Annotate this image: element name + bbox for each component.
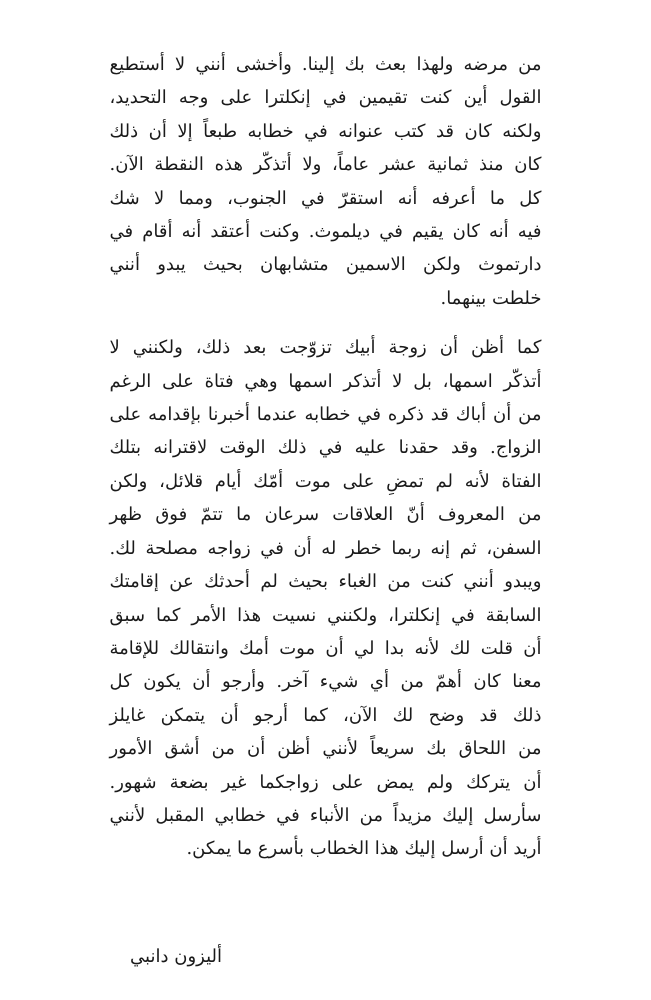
letter-paragraph-1 <box>110 48 542 315</box>
text-line: من المعروف أنّ العلاقات سرعان ما تتمّ فوق ظهر <box>109 504 542 526</box>
text-line: دارتموث ولكن الاسمين متشابهان بحيث يبدو أنني <box>109 254 542 276</box>
letter-page <box>0 48 651 866</box>
signature: أليزون دانبي <box>130 946 222 967</box>
text-line: الزواج. وقد حقدنا عليه في ذلك الوقت لاقترانه بتلك <box>109 437 542 459</box>
text-line: السابقة في إنكلترا، ولكنني نسيت هذا الأمر كما سبق <box>109 604 542 626</box>
text-line: السفن، ثم إنه ربما خطر له أن في زواجه مصلحة لك. <box>109 537 542 559</box>
text-line: معنا كان أهمّ من أي شيء آخر. وأرجو أن يكون كل <box>109 671 542 693</box>
text-line: أريد أن أرسل إليك هذا الخطاب بأسرع ما يمكن. <box>186 838 542 860</box>
text-line: ولكنه كان قد كتب عنوانه في خطابه طبعاً إلا أن ذلك <box>109 120 542 142</box>
text-line: من اللحاق بك سريعاً لأنني أظن أن من أشق الأمور <box>109 738 542 760</box>
text-line: من مرضه ولهذا بعث بك إلينا. وأخشى أنني لا أستطيع <box>109 54 542 75</box>
text-line: أن قلت لك لأنه بدا لي أن موت أمك وانتقالك للإقامة <box>109 637 542 659</box>
text-line: خلطت بينهما. <box>440 287 542 309</box>
text-line: كان منذ ثمانية عشر عاماً، ولا أتذكّر هذه النقطة الآن. <box>109 154 542 176</box>
text-line: الفتاة لأنه لم تمضِ على موت أمّك أيام قلائل، ولكن <box>109 470 542 492</box>
text-line: من أن أباك قد ذكره في خطابه عندما أخبرنا بإقدامه على <box>109 404 542 426</box>
text-line: ذلك قد وضح لك الآن، كما أرجو أن يتمكن غايلز <box>109 704 542 726</box>
text-line: فيه أنه كان يقيم في ديلموث. وكنت أعتقد أنه أقام في <box>109 221 542 243</box>
text-line: سأرسل إليك مزيداً من الأنباء في خطابي المقبل لأنني <box>109 804 542 826</box>
text-line: القول أين كنت تقيمين في إنكلترا على وجه التحديد، <box>109 87 542 109</box>
text-line: أن يتركك ولم يمض على زواجكما غير بضعة شهور. <box>109 771 542 793</box>
letter-paragraph-2 <box>110 331 542 866</box>
text-line: كما أظن أن زوجة أبيك تزوّجت بعد ذلك، ولكنني لا <box>109 337 542 359</box>
text-line: ويبدو أنني كنت من الغباء بحيث لم أحدثك عن إقامتك <box>109 571 542 593</box>
text-line: أتذكّر اسمها، بل لا أتذكر اسمها وهي فتاة على الرغم <box>109 370 542 392</box>
text-line: كل ما أعرفه أنه استقرّ في الجنوب، ومما لا شك <box>109 187 542 209</box>
